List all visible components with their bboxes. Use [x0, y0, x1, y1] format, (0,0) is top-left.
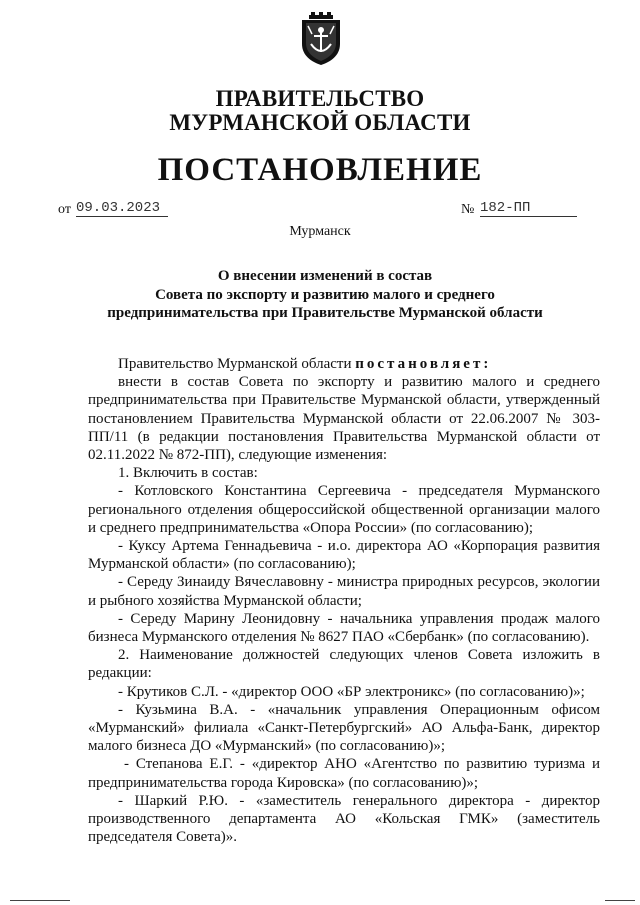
number-prefix: № [461, 202, 475, 217]
footer-rule-right [605, 900, 635, 901]
intro-subject: Правительство Мурманской области [118, 356, 352, 372]
title-line3: предпринимательства при Правительстве Мурманской области [107, 305, 543, 321]
intro-verb: постановляет: [355, 356, 492, 372]
item-2-c: - Степанова Е.Г. - «директор АНО «Агентство по развитию туризма и предпринимательства города Кировска» (по согласованию)»; [88, 756, 600, 791]
date-prefix: от [58, 202, 71, 217]
item-1-b: - Куксу Артема Геннадьевича - и.о. директора АО «Корпорация развития Мурманской области» (по согласованию); [88, 538, 600, 573]
document-type: ПОСТАНОВЛЕНИЕ [157, 152, 483, 188]
document-date: 09.03.2023 [76, 200, 168, 217]
org-name-line2: МУРМАНСКОЙ ОБЛАСТИ [169, 110, 471, 135]
paragraph-1-rest: предпринимательства при Правительстве Мурманской области, утвержденный постановлением Правительства Мурманской области от 22.06.2007 № 303-ПП/11 (в редакции постановления Правительства Мурманской области от 02.11.2022 № 872-ПП), следующие изменения: [88, 392, 600, 464]
title-line1: О внесении изменений в состав [217, 268, 433, 284]
item-2-a: - Крутиков С.Л. - «директор ООО «БР электроникс» (по согласованию)»; [118, 683, 585, 700]
document-body [88, 355, 600, 846]
title-line2: Совета по экспорту и развитию малого и среднего [155, 287, 495, 303]
item-2-b: - Кузьмина В.А. - «начальник управления Операционным офисом «Мурманский» филиала «Санкт-Петербургский» АО Альфа-Банк, директор малого бизнеса ДО «Мурманский» (по согласованию)»; [88, 701, 600, 755]
footer-rule-left [10, 900, 70, 901]
item-1: 1. Включить в состав: [118, 465, 258, 482]
document-number: 182-ПП [480, 200, 577, 217]
item-2-d: - Шаркий Р.Ю. - «заместитель генерального директора - директор производственного департамента АО «Кольская ГМК» (заместитель председателя Совета)». [88, 792, 600, 846]
city: Мурманск [289, 224, 351, 239]
intro-paragraph [88, 355, 600, 373]
item-1-d: - Середу Марину Леонидовну - начальника управления продаж малого бизнеса Мурманского отделения № 8627 ПАО «Сбербанк» (по согласованию). [88, 610, 600, 646]
coat-of-arms-icon [298, 10, 344, 66]
item-1-c: - Середу Зинаиду Вячеславовну - министра природных ресурсов, экологии и рыбного хозяйства Мурманской области; [88, 574, 600, 609]
item-2: 2. Наименование должностей следующих членов Совета изложить в редакции: [88, 647, 600, 682]
paragraph-1-line1: внести в состав Совета по экспорту и развитию малого и среднего [118, 374, 600, 391]
item-1-a: - Котловского Константина Сергеевича - председателя Мурманского регионального отделения общероссийской общественной организации малого и среднего предпринимательства «Опора России» (по согласованию); [88, 483, 600, 536]
org-name-line1: ПРАВИТЕЛЬСТВО [215, 86, 425, 111]
